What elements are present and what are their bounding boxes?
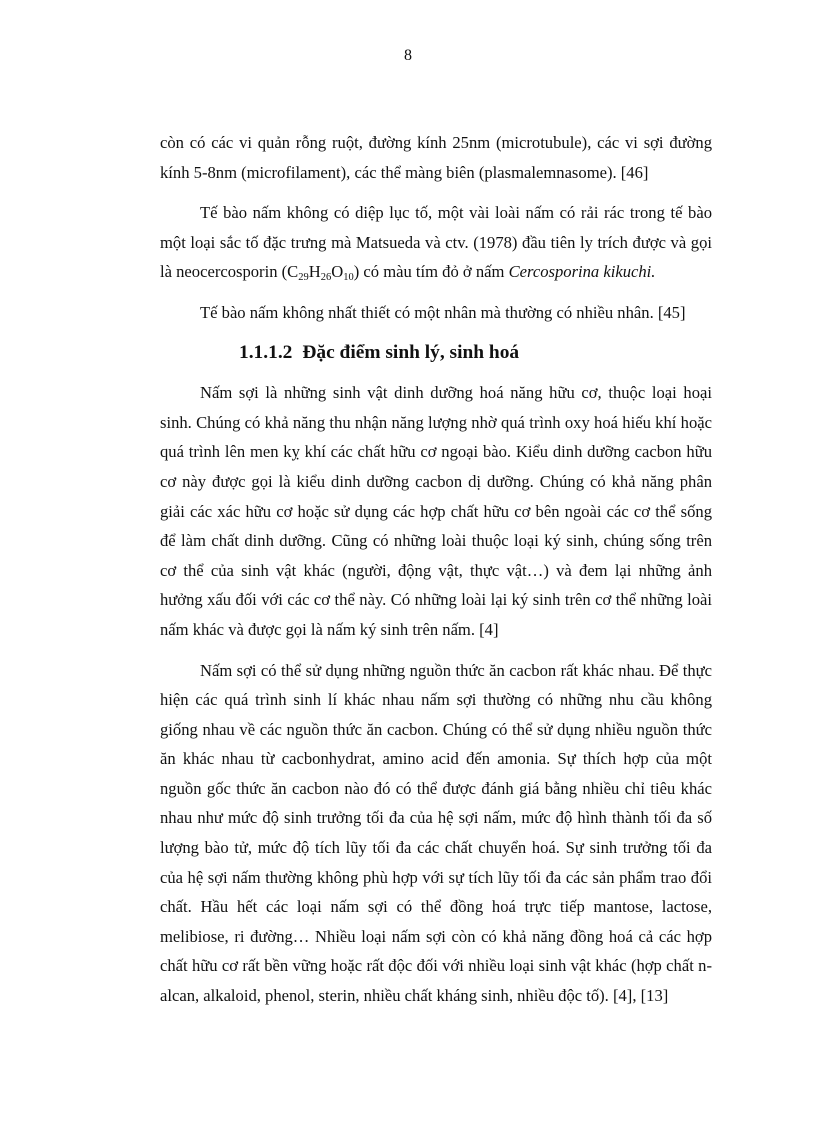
pigment-text: Tế bào nấm không có diệp lục tố, một vài loài nấm có rải rác trong tế bào một loại sắc tố đặc trưng mà Matsueda và ctv. (1978) đầu tiên ly trích được và gọi là neocercosporin (C	[160, 203, 712, 282]
pigment-text-end: ) có màu tím đỏ ở nấm	[353, 262, 509, 282]
page-number: 8	[404, 47, 412, 64]
paragraph-continuation: còn có các vi quản rỗng ruột, đường kính 25nm (microtubule), các vi sợi đường kính 5-8nm (microfilament), các thể màng biên (plasmalemnasome). [46]	[160, 133, 712, 182]
section-title: Đặc điểm sinh lý, sinh hoá	[302, 341, 520, 363]
formula-o: O	[331, 262, 344, 282]
subscript-c: 29	[298, 272, 309, 284]
subscript-h: 26	[320, 272, 332, 284]
formula-h: H	[308, 262, 321, 282]
section-number: 1.1.1.2	[239, 341, 293, 363]
paragraph-pigment	[160, 198, 712, 287]
paragraph-nucleus: Tế bào nấm không nhất thiết có một nhân mà thường có nhiều nhân. [45]	[200, 302, 686, 322]
species-name: Cercosporina kikuchi.	[508, 262, 656, 282]
paragraph-carbon: Nấm sợi có thể sử dụng những nguồn thức ăn cacbon rất khác nhau. Để thực hiện các quá trình sinh lí khác nhau nấm sợi thường có những nhu cầu không giống nhau về các nguồn thức ăn cacbon. Chúng có thể sử dụng nhiều nguồn thức ăn khác nhau từ cacbonhydrat, amino acid đến amonia. Sự thích hợp của một nguồn gốc thức ăn cacbon nào đó có thể được đánh giá bằng nhiều chỉ tiêu khác nhau như mức độ sinh trưởng tối đa của hệ sợi nấm, mức độ hình thành tối đa số lượng bào tử, mức độ tích lũy tối đa các chất chuyển hoá. Sự sinh trưởng tối đa của hệ sợi nấm thường không phù hợp với sự tích lũy tối đa các sản phẩm trao đổi chất. Hầu hết các loại nấm sợi có thể đồng hoá trực tiếp mantose, lactose, melibiose, ri đường… Nhiều loại nấm sợi còn có khả năng đồng hoá cả các hợp chất hữu cơ rất bền vững hoặc rất độc đối với nhiều loại sinh vật khác (hợp chất n-alcan, alkaloid, phenol, sterin, nhiều chất kháng sinh, nhiều độc tố). [4], [13]	[160, 660, 712, 1006]
document-body	[160, 128, 712, 1011]
paragraph-nutrition: Nấm sợi là những sinh vật dinh dưỡng hoá năng hữu cơ, thuộc loại hoại sinh. Chúng có khả năng thu nhận năng lượng nhờ quá trình oxy hoá hiếu khí hoặc quá trình lên men kỵ khí các chất hữu cơ ngoại bào. Kiểu dinh dưỡng cacbon hữu cơ này được gọi là kiểu dinh dưỡng cacbon dị dưỡng. Chúng có khả năng phân giải các xác hữu cơ hoặc sử dụng các hợp chất hữu cơ bên ngoài các cơ thể sống để làm chất dinh dưỡng. Cũng có những loài thuộc loại ký sinh, chúng sống trên cơ thể của sinh vật khác (người, động vật, thực vật…) và đem lại những ảnh hưởng xấu đối với các cơ thể này. Có những loài lại ký sinh trên cơ thể những loài nấm khác và được gọi là nấm ký sinh trên nấm. [4]	[160, 383, 712, 639]
subscript-o: 10	[343, 272, 354, 284]
section-heading	[160, 338, 712, 368]
